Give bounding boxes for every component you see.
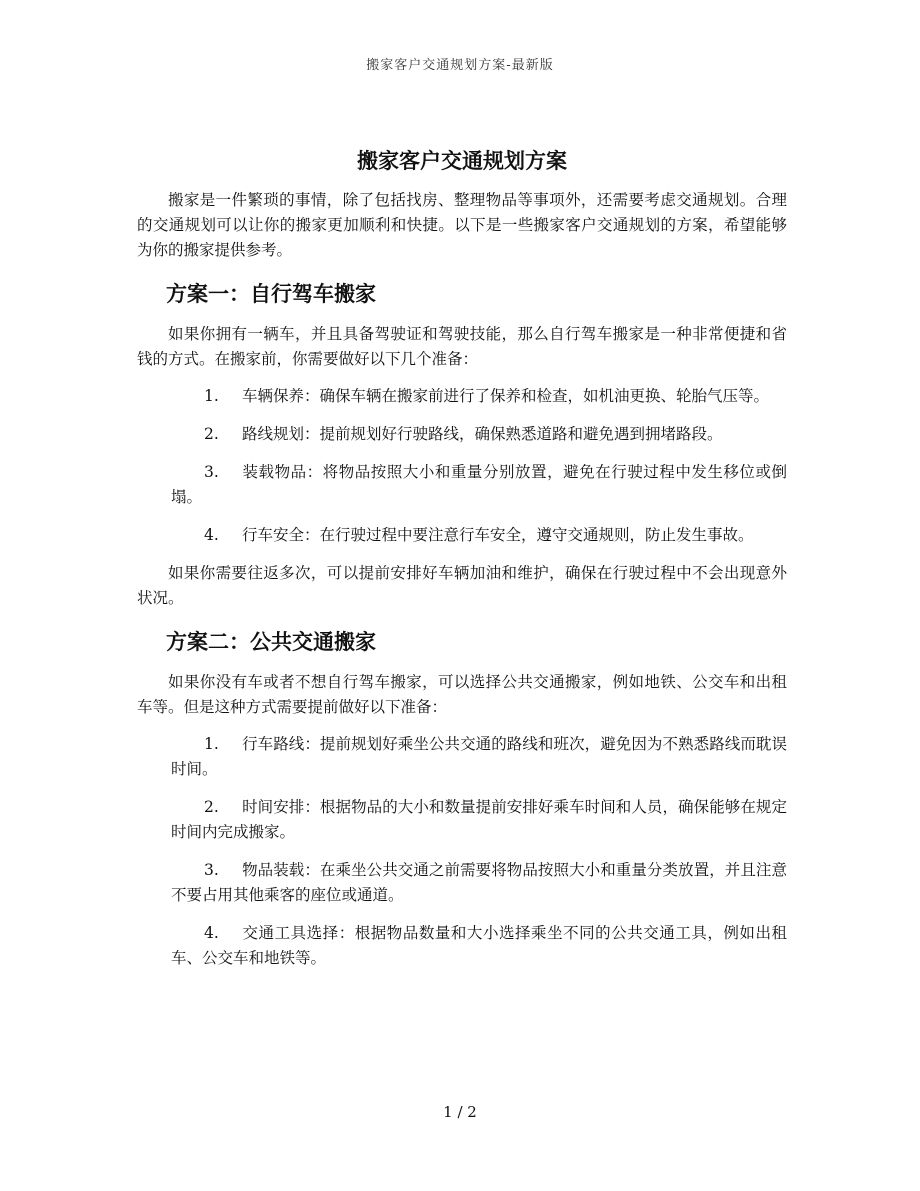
list-item bbox=[137, 422, 787, 447]
intro-paragraph: 搬家是一件繁琐的事情，除了包括找房、整理物品等事项外，还需要考虑交通规划。合理的交通规划可以让你的搬家更加顺利和快捷。以下是一些搬家客户交通规划的方案，希望能够为你的搬家提供参考。 bbox=[137, 191, 787, 259]
list-item bbox=[137, 921, 787, 971]
list-item bbox=[137, 384, 787, 409]
document-title: 搬家客户交通规划方案 bbox=[357, 148, 567, 173]
section2-heading: 方案二：公共交通搬家 bbox=[166, 629, 376, 654]
list-item-text: 装载物品：将物品按照大小和重量分别放置，避免在行驶过程中发生移位或倒塌。 bbox=[171, 463, 787, 506]
section1-heading: 方案一：自行驾车搬家 bbox=[166, 281, 376, 306]
section1-outro: 如果你需要往返多次，可以提前安排好车辆加油和维护，确保在行驶过程中不会出现意外状况。 bbox=[137, 564, 787, 607]
section2-list bbox=[137, 732, 787, 971]
list-item-number: 3. bbox=[204, 861, 219, 879]
document-body bbox=[137, 148, 787, 984]
list-item bbox=[137, 795, 787, 845]
page-number: 1 / 2 bbox=[443, 1103, 477, 1121]
page-header: 搬家客户交通规划方案-最新版 bbox=[366, 58, 554, 73]
section1-list bbox=[137, 384, 787, 548]
list-item-number: 2. bbox=[204, 425, 219, 443]
list-item-number: 1. bbox=[204, 387, 219, 405]
list-item-number: 2. bbox=[204, 798, 219, 816]
list-item bbox=[137, 732, 787, 782]
list-item-number: 4. bbox=[204, 526, 219, 544]
list-item-text: 行车安全：在行驶过程中要注意行车安全，遵守交通规则，防止发生事故。 bbox=[242, 526, 754, 544]
list-item-text: 交通工具选择：根据物品数量和大小选择乘坐不同的公共交通工具，例如出租车、公交车和地铁等。 bbox=[171, 924, 787, 967]
list-item-number: 1. bbox=[204, 735, 219, 753]
section1-intro: 如果你拥有一辆车，并且具备驾驶证和驾驶技能，那么自行驾车搬家是一种非常便捷和省钱的方式。在搬家前，你需要做好以下几个准备： bbox=[137, 325, 787, 368]
list-item-text: 路线规划：提前规划好行驶路线，确保熟悉道路和避免遇到拥堵路段。 bbox=[242, 425, 723, 443]
list-item bbox=[137, 460, 787, 510]
list-item bbox=[137, 523, 787, 548]
list-item-number: 4. bbox=[204, 924, 219, 942]
list-item-text: 车辆保养：确保车辆在搬家前进行了保养和检查，如机油更换、轮胎气压等。 bbox=[242, 387, 770, 405]
list-item-number: 3. bbox=[204, 463, 219, 481]
list-item-text: 时间安排：根据物品的大小和数量提前安排好乘车时间和人员，确保能够在规定时间内完成搬家。 bbox=[171, 798, 787, 841]
section2-intro: 如果你没有车或者不想自行驾车搬家，可以选择公共交通搬家，例如地铁、公交车和出租车等。但是这种方式需要提前做好以下准备： bbox=[137, 673, 787, 716]
list-item-text: 物品装载：在乘坐公共交通之前需要将物品按照大小和重量分类放置，并且注意不要占用其他乘客的座位或通道。 bbox=[171, 861, 787, 904]
list-item bbox=[137, 858, 787, 908]
list-item-text: 行车路线：提前规划好乘坐公共交通的路线和班次，避免因为不熟悉路线而耽误时间。 bbox=[171, 735, 787, 778]
